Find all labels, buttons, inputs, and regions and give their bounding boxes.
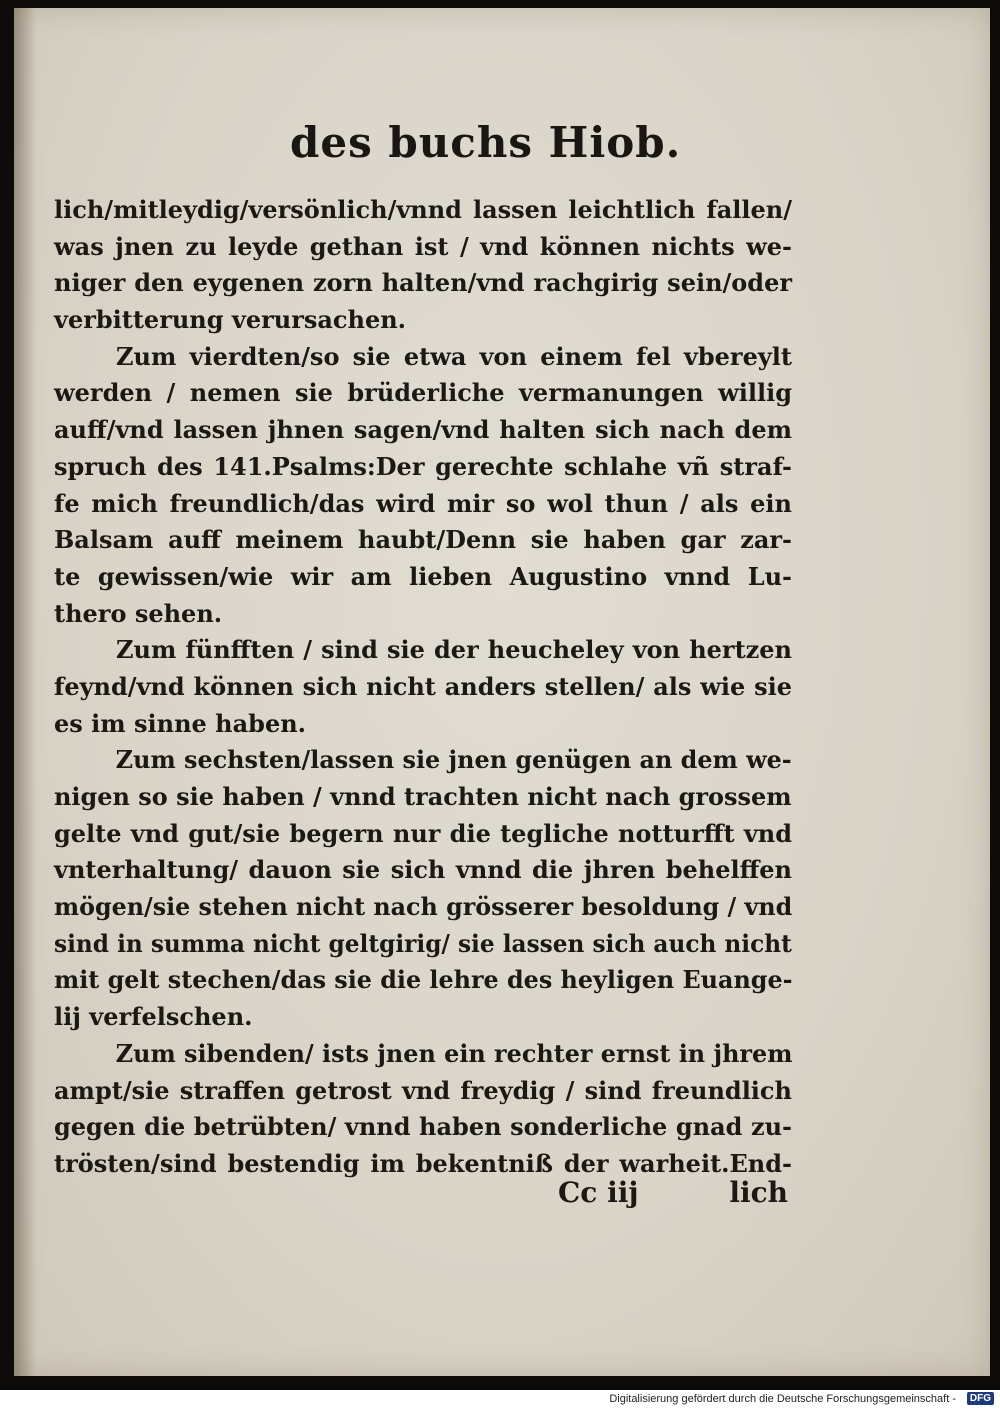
- gutter-shadow: [14, 8, 36, 1376]
- catchword: lich: [729, 1176, 788, 1209]
- signature-mark: Cc iij: [558, 1176, 639, 1209]
- text-line: Zum fünfften / sind sie der heucheley von hertzen: [116, 635, 792, 665]
- text-line: gegen die betrübten/ vnnd haben sonderliche gnad zu-: [54, 1112, 792, 1142]
- funding-footer: [0, 1390, 1000, 1411]
- text-line: sind in summa nicht geltgirig/ sie lassen sich auch nicht: [54, 928, 792, 958]
- text-line: was jnen zu leyde gethan ist / vnd können nichts we-: [54, 231, 792, 261]
- text-line: verbitterung verursachen.: [54, 305, 407, 335]
- text-line: mit gelt stechen/das sie die lehre des heyligen Euange-: [54, 965, 793, 995]
- text-line: nigen so sie haben / vnnd trachten nicht nach grossem: [54, 782, 792, 811]
- text-line: niger den eygenen zorn halten/vnd rachgirig sein/oder: [54, 268, 792, 298]
- text-line: es im sinne haben.: [54, 708, 307, 738]
- text-line: te gewissen/wie wir am lieben Augustino vnnd Lu-: [54, 561, 792, 591]
- text-line: Balsam auff meinem haubt/Denn sie haben gar zar-: [54, 525, 792, 555]
- text-line: ampt/sie straffen getrost vnd freydig / sind freundlich: [54, 1075, 792, 1105]
- text-line: auff/vnd lassen jhnen sagen/vnd halten sich nach dem: [54, 415, 792, 445]
- text-line: gelte vnd gut/sie begern nur die tegliche notturfft vnd: [54, 818, 792, 848]
- text-line: werden / nemen sie brüderliche vermanungen willig: [54, 378, 792, 408]
- text-line: Zum sibenden/ ists jnen ein rechter ernst in jhrem: [115, 1038, 793, 1068]
- text-line: thero sehen.: [54, 598, 223, 628]
- text-line: lich/mitleydig/versönlich/vnnd lassen leichtlich fallen/: [54, 195, 792, 224]
- running-head: des buchs Hiob.: [290, 118, 682, 167]
- text-line: feynd/vnd können sich nicht anders stellen/ als wie sie: [54, 671, 792, 701]
- body-text: [54, 192, 792, 1183]
- text-line: trösten/sind bestendig im bekentniß der warheit.End-: [54, 1148, 792, 1178]
- text-line: Zum sechsten/lassen sie jnen genügen an dem we-: [115, 745, 792, 775]
- text-line: fe mich freundlich/das wird mir so wol thun / als ein: [54, 488, 792, 518]
- text-line: vnterhaltung/ dauon sie sich vnnd die jhren behelffen: [54, 855, 792, 885]
- dfg-logo-icon: DFG: [967, 1392, 994, 1405]
- funding-credit: Digitalisierung gefördert durch die Deutsche Forschungsgemeinschaft -: [609, 1393, 956, 1405]
- text-line: Zum vierdten/so sie etwa von einem fel vbereylt: [116, 341, 792, 371]
- text-line: lij verfelschen.: [54, 1002, 253, 1032]
- text-line: mögen/sie stehen nicht nach grösserer besoldung / vnd: [54, 892, 793, 922]
- text-line: spruch des 141.Psalms:Der gerechte schlahe vñ straf-: [54, 451, 792, 481]
